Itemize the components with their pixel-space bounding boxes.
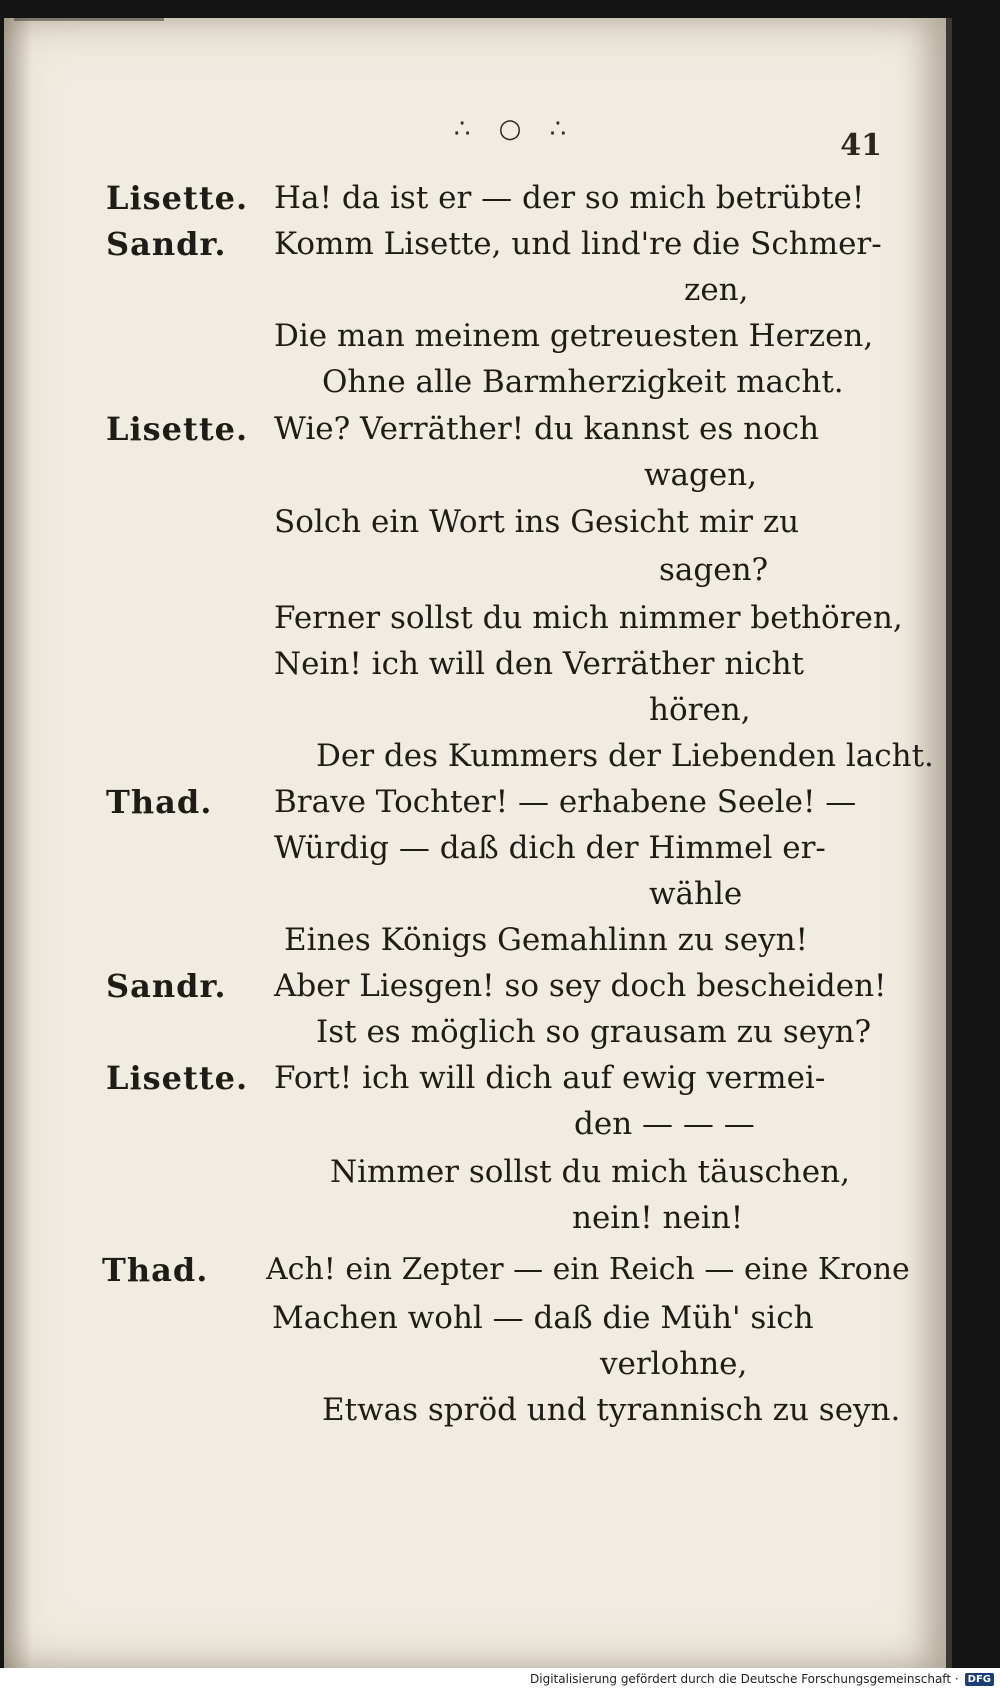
verse-line: Nein! ich will den Verräther nicht <box>274 646 805 682</box>
speaker-lisette: Lisette. <box>106 410 249 448</box>
book-page <box>4 18 952 1668</box>
page-gutter <box>4 18 32 1668</box>
footer-credit: Digitalisierung gefördert durch die Deutsche Forschungsgemeinschaft · <box>530 1672 959 1686</box>
verse-line: Brave Tochter! — erhabene Seele! — <box>274 784 857 820</box>
speaker-sandr: Sandr. <box>106 225 227 263</box>
verse-line: Ferner sollst du mich nimmer bethören, <box>274 600 903 636</box>
speaker-lisette: Lisette. <box>106 1059 249 1097</box>
verse-continuation: zen, <box>684 272 749 308</box>
verse-line: Ist es möglich so grausam zu seyn? <box>316 1014 872 1050</box>
page-number: 41 <box>840 128 882 163</box>
top-rule <box>14 18 164 21</box>
dfg-logo-icon: DFG <box>965 1673 994 1686</box>
verse-line: Der des Kummers der Liebenden lacht. <box>316 738 934 774</box>
verse-line: Solch ein Wort ins Gesicht mir zu <box>274 504 800 540</box>
verse-continuation: wagen, <box>644 457 758 493</box>
speaker-sandr: Sandr. <box>106 967 227 1005</box>
verse-line: Ha! da ist er — der so mich betrübte! <box>274 180 865 216</box>
verse-line: Machen wohl — daß die Müh' sich <box>272 1300 814 1336</box>
verse-continuation: verlohne, <box>600 1346 748 1382</box>
verse-line: Ohne alle Barmherzigkeit macht. <box>322 364 844 400</box>
verse-line: Eines Königs Gemahlinn zu seyn! <box>284 922 809 958</box>
digitization-footer <box>530 1670 994 1688</box>
header-ornament: ∴ ○ ∴ <box>453 114 577 144</box>
verse-line: Würdig — daß dich der Himmel er- <box>274 830 826 866</box>
speaker-thad: Thad. <box>106 783 213 821</box>
verse-continuation: hören, <box>649 692 751 728</box>
verse-continuation: den — — — <box>574 1106 755 1142</box>
verse-continuation: sagen? <box>659 552 769 588</box>
verse-line: Aber Liesgen! so sey doch bescheiden! <box>274 968 887 1004</box>
verse-continuation: nein! nein! <box>572 1200 744 1236</box>
speaker-thad: Thad. <box>102 1251 209 1289</box>
verse-line: Fort! ich will dich auf ewig vermei- <box>274 1060 826 1096</box>
verse-line: Komm Lisette, und lind're die Schmer- <box>274 226 882 262</box>
speaker-lisette: Lisette. <box>106 179 249 217</box>
verse-line: Die man meinem getreuesten Herzen, <box>274 318 874 354</box>
verse-line: Nimmer sollst du mich täuschen, <box>330 1154 850 1190</box>
verse-line: Etwas spröd und tyrannisch zu seyn. <box>322 1392 901 1428</box>
verse-continuation: wähle <box>649 876 743 912</box>
verse-line: Wie? Verräther! du kannst es noch <box>274 411 820 447</box>
verse-line: Ach! ein Zepter — ein Reich — eine Krone <box>266 1252 910 1287</box>
